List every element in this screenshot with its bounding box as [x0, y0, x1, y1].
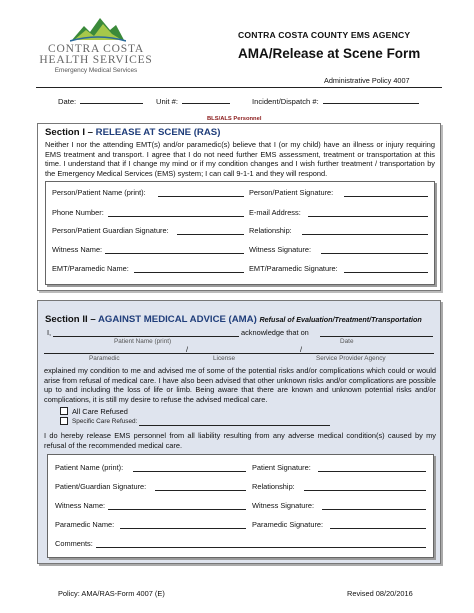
s1-witness-signature-line[interactable] [321, 253, 428, 254]
s2-relationship-label: Relationship: [252, 482, 295, 491]
s1-relationship-label: Relationship: [249, 226, 292, 235]
section-1-release-at-scene [37, 123, 441, 291]
form-title: AMA/Release at Scene Form [238, 46, 421, 61]
section-2-title: AGAINST MEDICAL ADVICE (AMA) [97, 314, 257, 325]
s1-patient-signature-line[interactable] [344, 196, 428, 197]
s1-emt-signature-line[interactable] [344, 272, 428, 273]
ack-date-line[interactable] [320, 336, 433, 337]
s1-patient-name-label: Person/Patient Name (print): [52, 188, 146, 197]
unit-input-line[interactable] [182, 96, 230, 104]
s1-witness-signature-label: Witness Signature: [249, 245, 312, 254]
contra-costa-health-services-logo [36, 14, 156, 76]
s1-guardian-signature-line[interactable] [177, 234, 244, 235]
section-2-heading [45, 314, 422, 325]
unit-field [156, 96, 230, 106]
ack-label: acknowledge that on [241, 328, 309, 337]
s1-emt-name-line[interactable] [134, 272, 244, 273]
section-2-prefix: Section II – [45, 314, 98, 325]
patient-name-print-caption: Patient Name (print) [114, 338, 172, 345]
s2-patient-signature-line[interactable] [318, 471, 426, 472]
bls-als-personnel-tag: BLS/ALS Personnel [207, 116, 262, 122]
s2-paramedic-name-label: Paramedic Name: [55, 520, 115, 529]
logo-line-1: CONTRA COSTA [48, 43, 144, 55]
footer-revised: Revised 08/20/2016 [347, 589, 413, 598]
specific-care-refused-label: Specific Care Refused: [72, 418, 138, 425]
footer-policy: Policy: AMA/RAS-Form 4007 (E) [58, 589, 165, 598]
section-2-paragraph: explained my condition to me and advised me of some of the potential risks and/or complications which could or would arise from refusal of medical care. I have also been advised that other unknown risks and/or complications are possible up to and including the loss of life or limb. Being aware that there are known and unknown potential risks and/or complications, it is still my desire to refuse the advised medical care. [44, 366, 436, 404]
date-caption: Date [340, 338, 354, 345]
slash-2: / [300, 345, 303, 354]
ack-patient-name-line[interactable] [53, 336, 239, 337]
s2-witness-name-label: Witness Name: [55, 501, 106, 510]
license-caption: License [213, 355, 236, 362]
section-1-heading [45, 127, 220, 138]
s2-paramedic-signature-label: Paramedic Signature: [252, 520, 324, 529]
s1-phone-line[interactable] [108, 216, 244, 217]
date-field [58, 96, 143, 106]
specific-care-refused-checkbox[interactable] [60, 417, 68, 425]
s2-patient-signature-label: Patient Signature: [252, 463, 311, 472]
s1-phone-label: Phone Number: [52, 208, 104, 217]
incident-field [252, 96, 419, 106]
paramedic-license-agency-line[interactable] [44, 353, 434, 354]
section-1-prefix: Section I – [45, 127, 96, 138]
ack-i-label: I, [47, 328, 52, 337]
s2-paramedic-name-line[interactable] [120, 528, 246, 529]
s2-witness-name-line[interactable] [108, 509, 246, 510]
date-input-line[interactable] [80, 96, 143, 104]
s1-relationship-line[interactable] [302, 234, 428, 235]
section-1-signature-box [45, 181, 435, 285]
mountains-logo-icon [70, 14, 126, 42]
incident-label: Incident/Dispatch #: [252, 97, 319, 106]
logo-line-2: HEALTH SERVICES [39, 54, 153, 66]
date-label: Date: [58, 97, 77, 106]
section-1-title: RELEASE AT SCENE (RAS) [95, 127, 221, 138]
slash-1: / [186, 345, 189, 354]
s2-witness-signature-label: Witness Signature: [252, 501, 315, 510]
s1-patient-signature-label: Person/Patient Signature: [249, 188, 334, 197]
s1-emt-signature-label: EMT/Paramedic Signature: [249, 264, 338, 273]
section-2-against-medical-advice [37, 300, 441, 564]
header-divider [36, 87, 442, 88]
s1-email-line[interactable] [308, 216, 428, 217]
specific-care-refused-line[interactable] [139, 425, 330, 426]
all-care-refused-checkbox[interactable] [60, 407, 68, 415]
service-provider-caption: Service Provider Agency [316, 355, 386, 362]
release-paragraph: I do hereby release EMS personnel from all liability resulting from any adverse medical condition(s) caused by my refusal of the recommended medical care. [44, 431, 436, 450]
incident-input-line[interactable] [323, 96, 419, 104]
logo-line-3: Emergency Medical Services [54, 67, 138, 74]
s1-witness-name-label: Witness Name: [52, 245, 103, 254]
unit-label: Unit #: [156, 97, 178, 106]
paramedic-caption: Paramedic [89, 355, 120, 362]
section-2-signature-box [47, 454, 434, 558]
s1-patient-name-line[interactable] [158, 196, 244, 197]
s1-guardian-signature-label: Person/Patient Guardian Signature: [52, 226, 169, 235]
s2-guardian-signature-label: Patient/Guardian Signature: [55, 482, 147, 491]
s2-paramedic-signature-line[interactable] [330, 528, 426, 529]
policy-number: Administrative Policy 4007 [324, 76, 410, 85]
s2-patient-name-label: Patient Name (print): [55, 463, 124, 472]
s2-relationship-line[interactable] [304, 490, 426, 491]
s1-witness-name-line[interactable] [105, 253, 244, 254]
s2-comments-label: Comments: [55, 539, 93, 548]
all-care-refused-label: All Care Refused [72, 407, 128, 416]
s2-guardian-signature-line[interactable] [155, 490, 246, 491]
s2-comments-line[interactable] [96, 547, 426, 548]
s2-patient-name-line[interactable] [133, 471, 246, 472]
s2-witness-signature-line[interactable] [322, 509, 426, 510]
s1-emt-name-label: EMT/Paramedic Name: [52, 264, 129, 273]
s1-email-label: E-mail Address: [249, 208, 301, 217]
agency-name: CONTRA COSTA COUNTY EMS AGENCY [238, 30, 411, 40]
section-2-subtitle: Refusal of Evaluation/Treatment/Transportation [259, 315, 422, 324]
section-1-paragraph: Neither I nor the attending EMT(s) and/or paramedic(s) believe that I (or my child) have an illness or injury requiring EMS treatment and transport. I agree that I do not need further EMS assessment, treatment or transportation at this time. I understand that if I change my mind or if my condition changes and I wish further treatment / transportation by the Emergency Medical Services (EMS) system; I can call 9-1-1 and they will respond. [45, 140, 435, 178]
